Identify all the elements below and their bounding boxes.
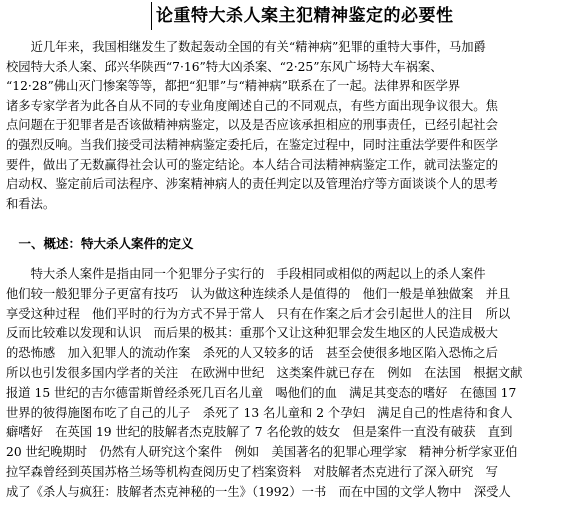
body-line: 的恐怖感 加入犯罪人的流动作案 杀死的人又较多的话 甚至会使很多地区陷入恐怖之后: [6, 346, 498, 361]
body-paragraph: [6, 265, 566, 503]
intro-line: 的强烈反响。当我们接受司法精神病鉴定委托后，在鉴定过程中，同时注重法学要件和医学: [6, 137, 498, 152]
intro-line: 要件，做出了无数赢得社会认可的鉴定结论。本人结合司法精神病鉴定工作，就司法鉴定的: [6, 157, 498, 172]
intro-line: 和看法。: [6, 196, 56, 211]
intro-line: 点问题在于犯罪者是否该做精神病鉴定，以及是否应该承担相应的刑事责任，已经引起社会: [6, 118, 498, 133]
body-line: 拉罕森曾经到英国苏格兰场等机构查阅历史了档案资料 对肢解者杰克进行了深入研究 写: [6, 464, 498, 479]
intro-line: 启动权、鉴定前后司法程序、涉案精神病人的责任判定以及管理治疗等方面谈谈个人的思考: [6, 177, 498, 192]
body-line: 癖嗜好 在英国 19 世纪的肢解者杰克肢解了 7 名伦敦的妓女 但是案件一直没有破获 直到: [6, 425, 513, 440]
body-line: 特大杀人案件是指由同一个犯罪分子实行的 手段相同或相似的两起以上的杀人案件: [6, 267, 486, 281]
intro-line: “12·28”佛山灭门惨案等等，都把“犯罪”与“精神病”联系在了一起。法律界和医学界: [6, 79, 461, 94]
body-line: 反而比较难以发现和认识 而后果的极其：重那个又让这种犯罪会发生地区的人民造成极大: [6, 326, 498, 341]
title-left-rule: [151, 2, 152, 30]
body-line: 所以也引发很多国内学者的关注 在欧洲中世纪 这类案件就已存在 例如 在法国 根据文献: [6, 365, 523, 380]
body-line: 成了《杀人与疯狂：肢解者杰克神秘的一生》（1992）一书 而在中国的文学人物中 深受人: [6, 484, 511, 499]
intro-line: 近几年来，我国相继发生了数起轰动全国的有关“精神病”犯罪的重特大事件，马加爵: [6, 40, 486, 54]
body-line: 报道 15 世纪的吉尔德雷斯曾经杀死几百名儿童 喝他们的血 满足其变态的嗜好 在德国 17: [6, 385, 517, 400]
intro-line: 诸多专家学者为此各自从不同的专业角度阐述自己的不同观点，有些方面出现争议很大。焦: [6, 98, 498, 113]
body-line: 享受这种过程 他们平时的行为方式不异于常人 只有在作案之后才会引起世人的注目 所以: [6, 306, 511, 321]
body-line: 20 世纪晚期时 仍然有人研究这个案件 例如 美国著名的犯罪心理学家 精神分析学家亚伯: [6, 445, 518, 460]
body-line: 世界的彼得施图布吃了自己的儿子 杀死了 13 名儿童和 2 个孕妇 满足自己的性虐待和食人: [6, 405, 513, 420]
intro-paragraph: [6, 38, 564, 214]
document-title: 论重特大杀人案主犯精神鉴定的必要性: [156, 6, 454, 26]
section-heading: 一、概述：特大杀人案件的定义: [6, 236, 194, 251]
body-line: 他们较一般犯罪分子更富有技巧 认为做这种连续杀人是值得的 他们一般是单独做案 并且: [6, 286, 511, 301]
intro-line: 校园特大杀人案、邱兴华陕西“7·16”特大凶杀案、“2·25”东风广场特大车祸案、: [6, 59, 443, 74]
